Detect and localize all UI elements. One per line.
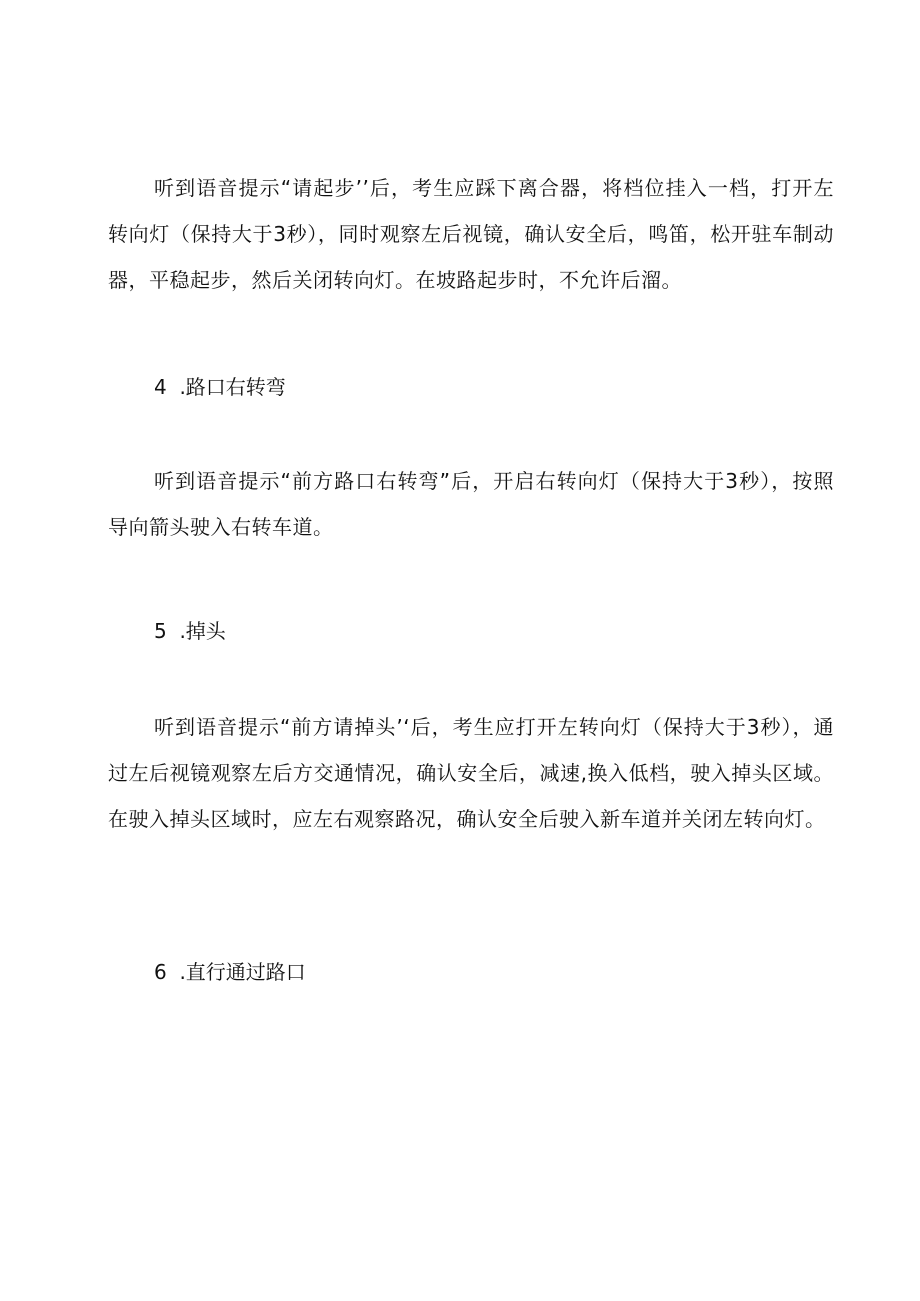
section-heading-u-turn: 5 .掉头 bbox=[154, 619, 226, 643]
paragraph-right-turn: 听到语音提示“前方路口右转弯”后，开启右转向灯（保持大于3秒），按照导向箭头驶入右转车道。 bbox=[108, 469, 834, 539]
paragraph-vehicle-start: 听到语音提示“请起步’’后，考生应踩下离合器，将档位挂入一档，打开左转向灯（保持大于3秒），同时观察左后视镜，确认安全后，鸣笛，松开驻车制动器，平稳起步，然后关闭转向灯。在坡路起步时，不允许后溜。 bbox=[108, 176, 834, 292]
paragraph-u-turn: 听到语音提示“前方请掉头’‘后，考生应打开左转向灯（保持大于3秒），通过左后视镜观察左后方交通情况，确认安全后，减速,换入低档，驶入掉头区域。在驶入掉头区域时，应左右观察路况，确认安全后驶入新车道并关闭左转向灯。 bbox=[108, 715, 834, 831]
section-heading-straight-through: 6 .直行通过路口 bbox=[154, 960, 306, 984]
section-heading-right-turn: 4 .路口右转弯 bbox=[154, 375, 286, 399]
